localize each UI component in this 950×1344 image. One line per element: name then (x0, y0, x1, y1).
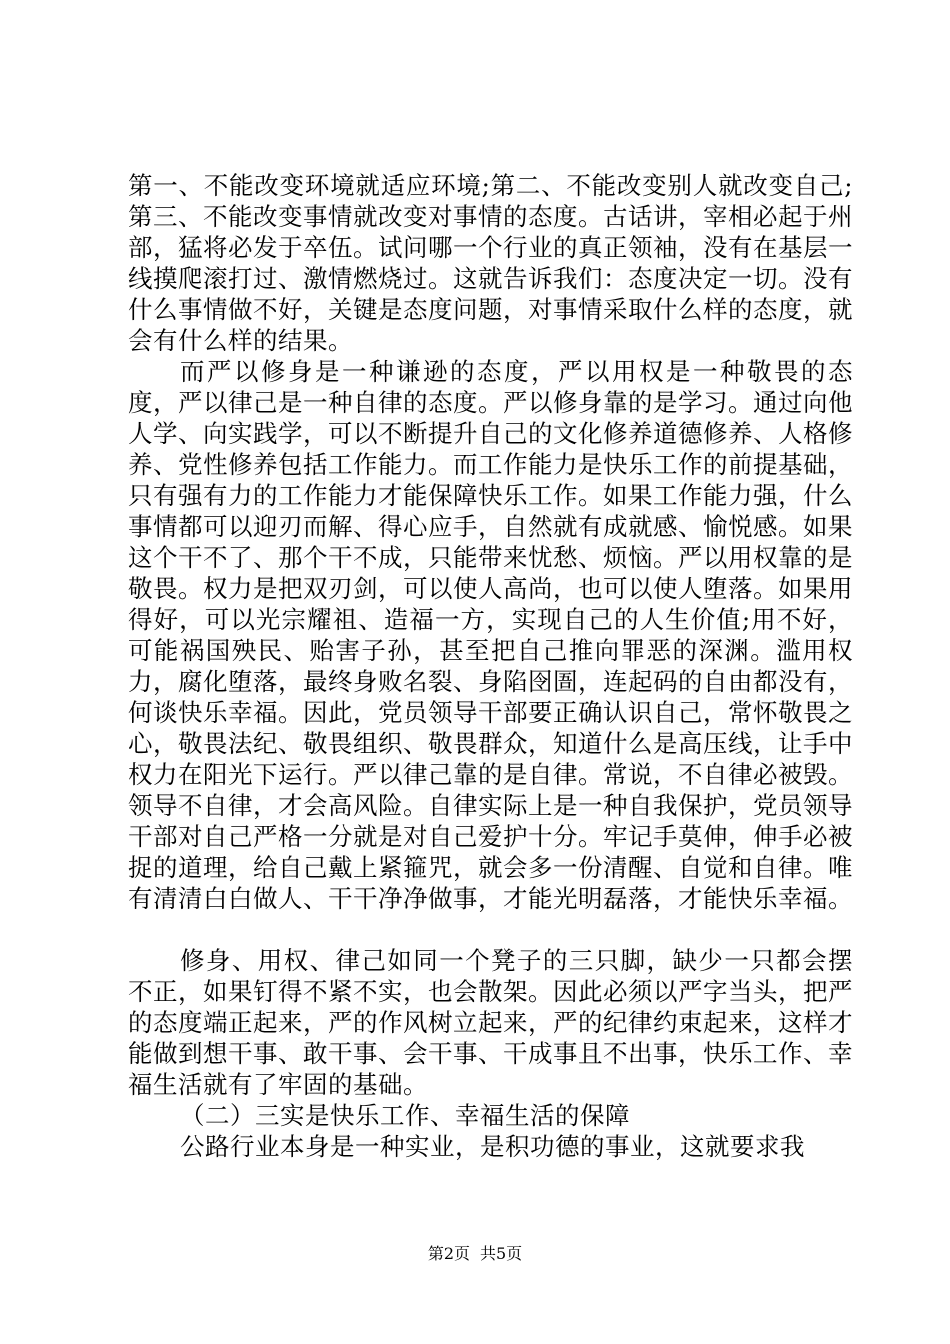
page-total: 共5页 (480, 1244, 523, 1263)
section-heading: （二）三实是快乐工作、幸福生活的保障 (180, 1101, 630, 1130)
paragraph-three-stricts: 而严以修身是一种谦逊的态度，严以用权是一种敬畏的态度，严以律己是一种自律的态度。严以修身靠的是学习。通过向他人学、向实践学，可以不断提升自己的文化修养道德修养、人格修养、党性修养包括工作能力。而工作能力是快乐工作的前提基础，只有强有力的工作能力才能保障快乐工作。如果工作能力强，什么事情都可以迎刃而解、得心应手，自然就有成就感、愉悦感。如果这个干不了、那个干不成，只能带来忧愁、烦恼。严以用权靠的是敬畏。权力是把双刃剑，可以使人高尚，也可以使人堕落。如果用得好，可以光宗耀祖、造福一方，实现自己的人生价值;用不好，可能祸国殃民、贻害子孙，甚至把自己推向罪恶的深渊。滥用权力，腐化堕落，最终身败名裂、身陷囹圄，连起码的自由都没有，何谈快乐幸福。因此，党员领导干部要正确认识自己，常怀敬畏之心，敬畏法纪、敬畏组织、敬畏群众，知道什么是高压线，让手中权力在阳光下运行。严以律己靠的是自律。常说，不自律必被毁。领导不自律，才会高风险。自律实际上是一种自我保护，党员领导干部对自己严格一分就是对自己爱护十分。牢记手莫伸，伸手必被捉的道理，给自己戴上紧箍咒，就会多一份清醒、自觉和自律。唯有清清白白做人、干干净净做事，才能光明磊落，才能快乐幸福。 (128, 357, 853, 913)
paragraph-highway-industry: 公路行业本身是一种实业，是积功德的事业，这就要求我 (180, 1132, 805, 1161)
page-number: 第2页 (427, 1244, 470, 1263)
page-footer (0, 1244, 950, 1264)
paragraph-stool-metaphor: 修身、用权、律己如同一个凳子的三只脚，缺少一只都会摆不正，如果钉得不紧不实，也会散架。因此必须以严字当头，把严的态度端正起来，严的作风树立起来，严的纪律约束起来，这样才能做到想干事、敢干事、会干事、干成事且不出事，快乐工作、幸福生活就有了牢固的基础。 (128, 946, 853, 1099)
document-body (128, 170, 853, 1162)
paragraph-attitude: 第一、不能改变环境就适应环境;第二、不能改变别人就改变自己;第三、不能改变事情就改变对事情的态度。古话讲，宰相必起于州部，猛将必发于卒伍。试问哪一个行业的真正领袖，没有在基层一线摸爬滚打过、激情燃烧过。这就告诉我们：态度决定一切。没有什么事情做不好，关键是态度问题，对事情采取什么样的态度，就会有什么样的结果。 (128, 171, 853, 355)
